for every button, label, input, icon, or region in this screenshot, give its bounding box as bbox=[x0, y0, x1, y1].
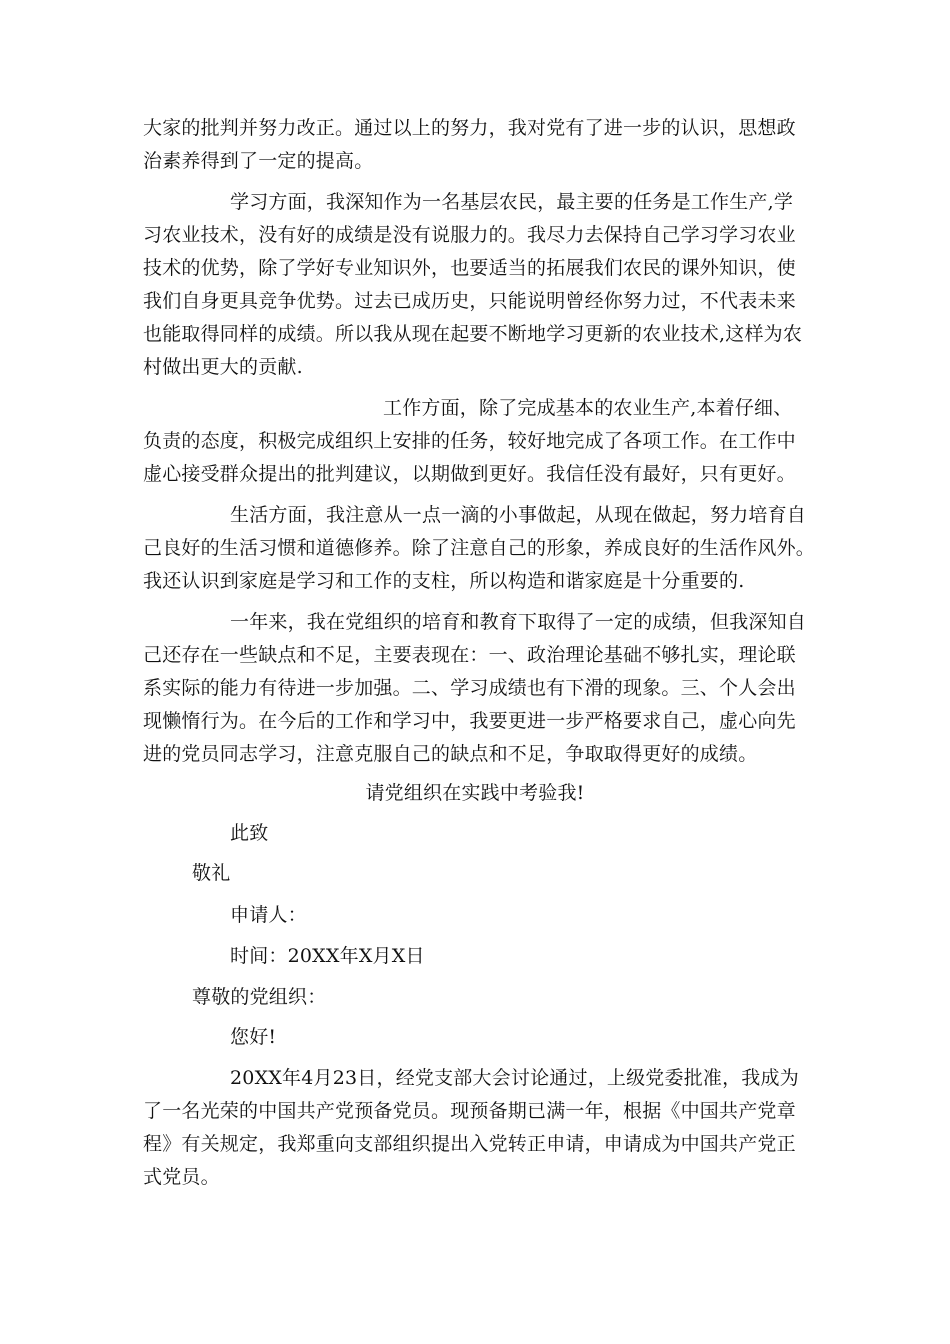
text-line: 系实际的能力有待进一步加强。二、学习成绩也有下滑的现象。三、个人会出 bbox=[143, 677, 796, 699]
paragraph-summary-first-line: 一年来，我在党组织的培育和教育下取得了一定的成绩，但我深知自 bbox=[230, 611, 807, 633]
text-line: 式党员。 bbox=[143, 1166, 220, 1188]
letter-greeting: 尊敬的党组织： bbox=[192, 986, 327, 1008]
text-line: 负责的态度，积极完成组织上安排的任务，较好地完成了各项工作。在工作中 bbox=[143, 430, 796, 452]
text-line: 现懒惰行为。在今后的工作和学习中，我要更进一步严格要求自己，虚心向先 bbox=[143, 710, 796, 732]
applicant-label: 申请人： bbox=[230, 904, 307, 926]
text-line: 技术的优势，除了学好专业知识外，也要适当的拓展我们农民的课外知识，使 bbox=[143, 257, 796, 279]
letter-hello: 您好! bbox=[230, 1026, 277, 1048]
paragraph-study-first-line: 学习方面，我深知作为一名基层农民，最主要的任务是工作生产,学 bbox=[230, 191, 794, 213]
paragraph-work-first-line: 工作方面，除了完成基本的农业生产,本着仔细、 bbox=[383, 397, 793, 419]
text-line: 习农业技术，没有好的成绩是没有说服力的。我尽力去保持自己学习学习农业 bbox=[143, 224, 796, 246]
text-line: 进的党员同志学习，注意克服自己的缺点和不足，争取取得更好的成绩。 bbox=[143, 743, 758, 765]
paragraph-life-first-line: 生活方面，我注意从一点一滴的小事做起，从现在做起，努力培育自 bbox=[230, 504, 807, 526]
text-line: 己还存在一些缺点和不足，主要表现在：一、政治理论基础不够扎实，理论联 bbox=[143, 644, 796, 666]
salutation-regards: 敬礼 bbox=[192, 862, 231, 884]
text-line: 了一名光荣的中国共产党预备党员。现预备期已满一年，根据《中国共产党章 bbox=[143, 1100, 796, 1122]
salutation-closing: 此致 bbox=[230, 822, 269, 844]
text-line: 我们自身更具竞争优势。过去已成历史，只能说明曾经你努力过，不代表未来 bbox=[143, 290, 796, 312]
text-line: 也能取得同样的成绩。所以我从现在起要不断地学习更新的农业技术,这样为农 bbox=[143, 323, 803, 345]
text-line: 村做出更大的贡献. bbox=[143, 356, 303, 378]
text-line: 大家的批判并努力改正。通过以上的努力，我对党有了进一步的认识，思想政 bbox=[143, 117, 796, 139]
paragraph-intro-first-line: 20XX年4月23日，经党支部大会讨论通过，上级党委批准，我成为 bbox=[230, 1067, 799, 1089]
closing-appeal: 请党组织在实践中考验我! bbox=[365, 782, 585, 804]
text-line: 治素养得到了一定的提高。 bbox=[143, 150, 374, 172]
text-line: 虚心接受群众提出的批判建议，以期做到更好。我信任没有最好，只有更好。 bbox=[143, 463, 796, 485]
text-line: 我还认识到家庭是学习和工作的支柱，所以构造和谐家庭是十分重要的. bbox=[143, 570, 745, 592]
text-line: 程》有关规定，我郑重向支部组织提出入党转正申请，申请成为中国共产党正 bbox=[143, 1133, 796, 1155]
text-line: 己良好的生活习惯和道德修养。除了注意自己的形象，养成良好的生活作风外。 bbox=[143, 537, 816, 559]
date-line: 时间：20XX年X月X日 bbox=[230, 945, 425, 967]
